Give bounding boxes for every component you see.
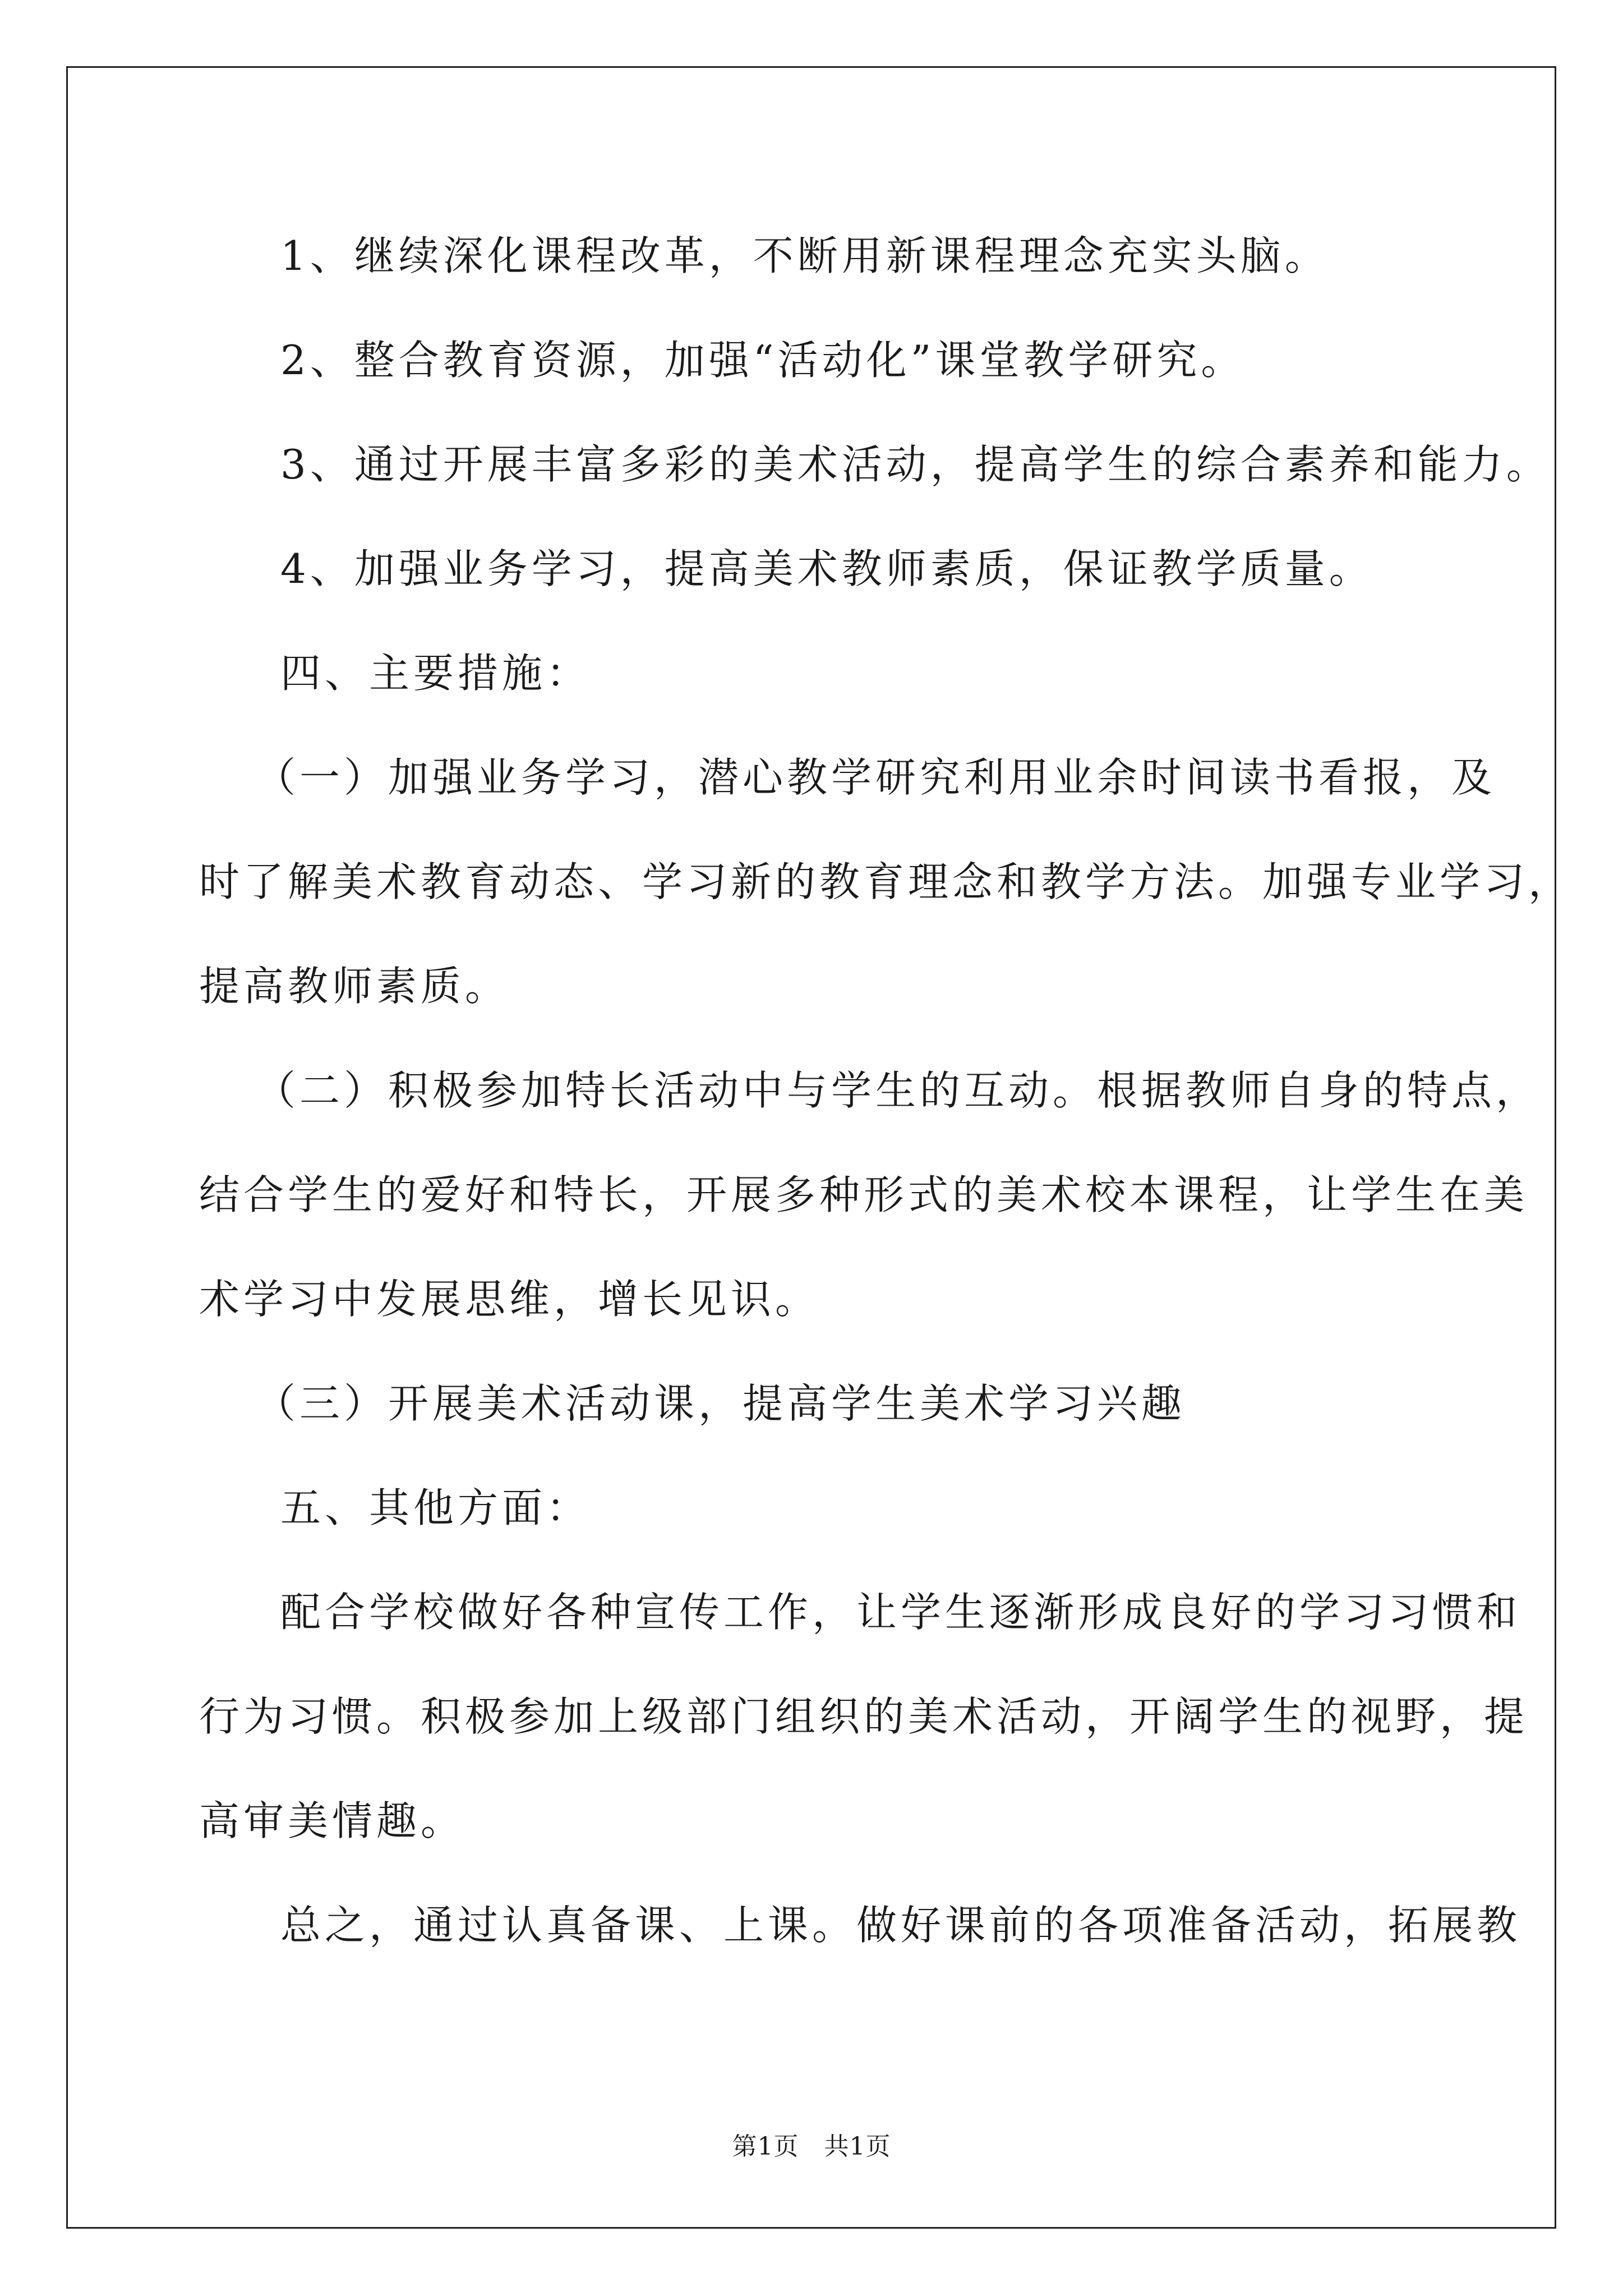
measure-2-line-1: （二）积极参加特长活动中与学生的互动。根据教师自身的特点，: [255, 1067, 1541, 1114]
section-heading-other: 五、其他方面：: [280, 1484, 591, 1531]
measure-1-line-3: 提高教师素质。: [199, 963, 510, 1010]
goal-item-3: 3、通过开展丰富多彩的美术活动，提高学生的综合素养和能力。: [280, 441, 1551, 488]
measure-1-line-2: 时了解美术教育动态、学习新的教育理念和教学方法。加强专业学习，: [199, 858, 1573, 905]
goal-item-4: 4、加强业务学习，提高美术教师素质，保证教学质量。: [280, 545, 1373, 592]
goal-item-2: 2、整合教育资源，加强“活动化”课堂教学研究。: [280, 337, 1246, 384]
summary-line-1: 总之，通过认真备课、上课。做好课前的各项准备活动，拓展教: [280, 1902, 1521, 1949]
goal-item-1: 1、继续深化课程改革，不断用新课程理念充实头脑。: [280, 232, 1329, 279]
other-line-3: 高审美情趣。: [199, 1797, 465, 1844]
other-line-2: 行为习惯。积极参加上级部门组织的美术活动，开阔学生的视野，提: [199, 1693, 1529, 1740]
measure-2-line-3: 术学习中发展思维，增长见识。: [199, 1276, 820, 1323]
measure-1-line-1: （一）加强业务学习，潜心教学研究利用业余时间读书看报，及: [255, 754, 1496, 801]
measure-2-line-2: 结合学生的爱好和特长，开展多种形式的美术校本课程，让学生在美: [199, 1171, 1529, 1218]
page-footer: 第1页 共1页: [732, 2132, 891, 2161]
other-line-1: 配合学校做好各种宣传工作，让学生逐渐形成良好的学习习惯和: [280, 1589, 1521, 1636]
measure-3: （三）开展美术活动课，提高学生美术学习兴趣: [255, 1380, 1186, 1427]
section-heading-measures: 四、主要措施：: [280, 650, 591, 697]
